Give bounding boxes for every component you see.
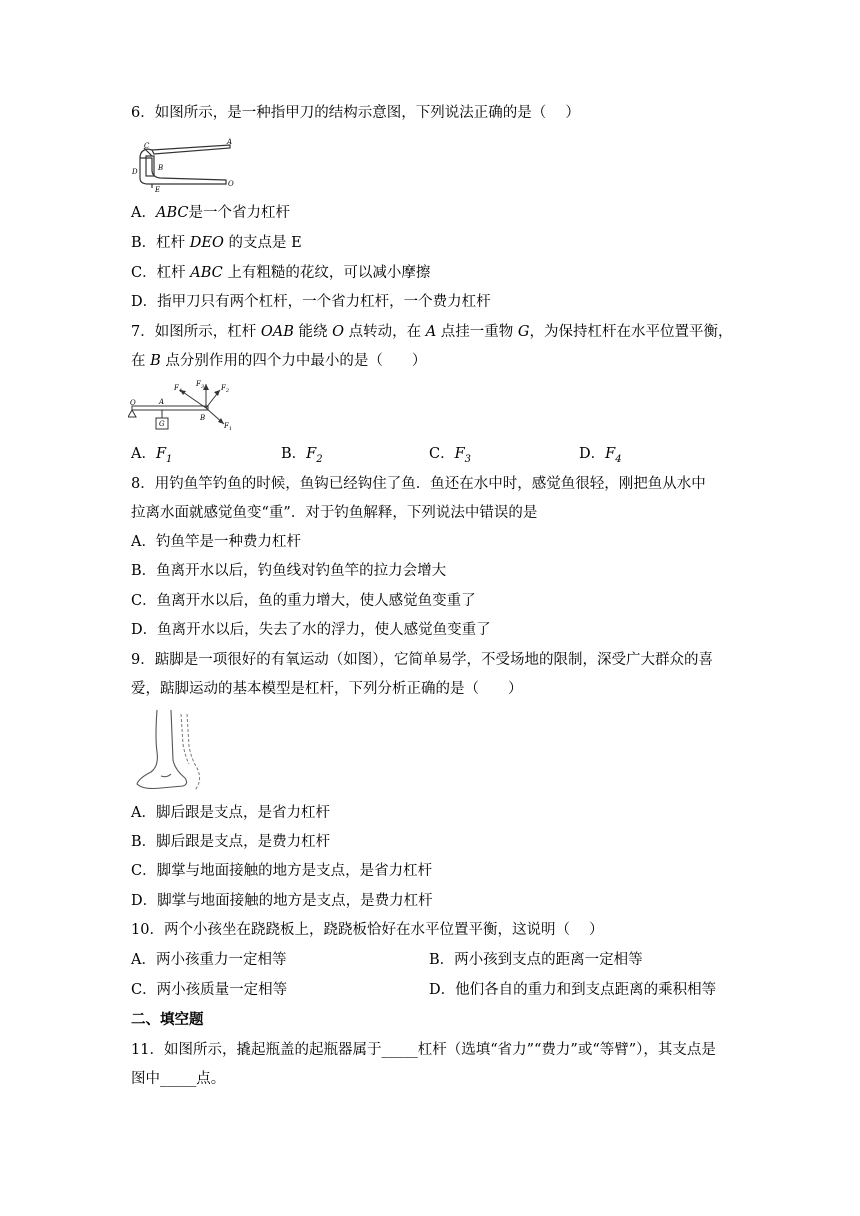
q6-option-a: A．ABC是一个省力杠杆 [131, 205, 290, 221]
q7-stem-line1: 7．如图所示，杠杆 OAB 能绕 O 点转动，在 A 点挂一重物 G，为保持杠杆在水平位置平衡， [131, 324, 733, 340]
label-e: E [155, 186, 161, 192]
q8-option-b: B．鱼离开水以后，钓鱼线对钓鱼竿的拉力会增大 [131, 563, 447, 579]
lever-label-f4: $F_4$ [174, 384, 183, 394]
q6-option-d: D．指甲刀只有两个杠杆，一个省力杠杆，一个费力杠杆 [131, 294, 491, 310]
lever-label-a: A [159, 398, 165, 406]
tiptoe-foot-figure [131, 708, 205, 792]
q7-option-a: A．$F_1$ [131, 446, 173, 465]
label-b: B [158, 164, 164, 172]
q8-option-a: A．钓鱼竿是一种费力杠杆 [131, 534, 301, 550]
q7-option-b: B．$F_2$ [281, 446, 323, 465]
label-o: O [228, 180, 234, 188]
lever-label-f3: $F_3$ [196, 380, 205, 390]
lever-figure [128, 378, 238, 434]
q10-stem: 10．两个小孩坐在跷跷板上，跷跷板恰好在水平位置平衡，这说明（ ） [131, 922, 604, 938]
q8-stem-line2: 拉离水面就感觉鱼变“重”．对于钓鱼解释，下列说法中错误的是 [131, 505, 538, 521]
q9-stem-line2: 爱，踮脚运动的基本模型是杠杆，下列分析正确的是（ ） [131, 681, 523, 697]
section-title-fill-in: 二、填空题 [131, 1011, 204, 1028]
q8-option-d: D．鱼离开水以后，失去了水的浮力，使人感觉鱼变重了 [131, 622, 491, 638]
q11-stem-line1: 11．如图所示，撬起瓶盖的起瓶器属于_____杠杆（选填“省力”“费力”或“等臂”），其支点是 [131, 1042, 716, 1058]
nail-clipper-figure [130, 136, 240, 192]
lever-label-o: O [130, 399, 136, 407]
q6-option-c: C．杠杆 ABC 上有粗糙的花纹，可以减小摩擦 [131, 265, 431, 281]
q10-option-c: C．两小孩质量一定相等 [131, 982, 288, 998]
q8-stem-line1: 8．用钓鱼竿钓鱼的时候，鱼钩已经钩住了鱼．鱼还在水中时，感觉鱼很轻，刚把鱼从水中 [131, 476, 706, 492]
q6-option-b: B．杠杆 DEO 的支点是 E [131, 235, 302, 251]
q9-option-a: A．脚后跟是支点，是省力杠杆 [131, 805, 330, 821]
label-d: D [132, 168, 138, 176]
q7-option-c: C．$F_3$ [429, 446, 472, 465]
lever-label-g: G [159, 420, 165, 428]
q9-option-d: D．脚掌与地面接触的地方是支点，是费力杠杆 [131, 893, 433, 909]
q11-stem-line2: 图中_____点。 [131, 1071, 226, 1087]
q9-option-b: B．脚后跟是支点，是费力杠杆 [131, 834, 331, 850]
label-a: A [227, 138, 233, 146]
lever-label-b: B [200, 414, 206, 422]
q10-option-a: A．两小孩重力一定相等 [131, 952, 287, 968]
q9-stem-line1: 9．踮脚是一项很好的有氧运动（如图），它简单易学，不受场地的限制，深受广大群众的喜 [131, 652, 713, 668]
label-c: C [144, 142, 150, 150]
lever-label-f2: $F_2$ [221, 384, 230, 394]
q8-option-c: C．鱼离开水以后，鱼的重力增大，使人感觉鱼变重了 [131, 593, 476, 609]
q7-stem-line2: 在 B 点分别作用的四个力中最小的是（ ） [131, 353, 427, 369]
q9-option-c: C．脚掌与地面接触的地方是支点，是省力杠杆 [131, 863, 433, 879]
q7-option-d: D．$F_4$ [579, 446, 622, 465]
lever-label-f1: $F_1$ [224, 422, 233, 432]
q10-option-d: D．他们各自的重力和到支点距离的乘积相等 [429, 982, 717, 998]
q10-option-b: B．两小孩到支点的距离一定相等 [429, 952, 643, 968]
q6-stem: 6．如图所示，是一种指甲刀的结构示意图，下列说法正确的是（ ） [131, 105, 580, 121]
